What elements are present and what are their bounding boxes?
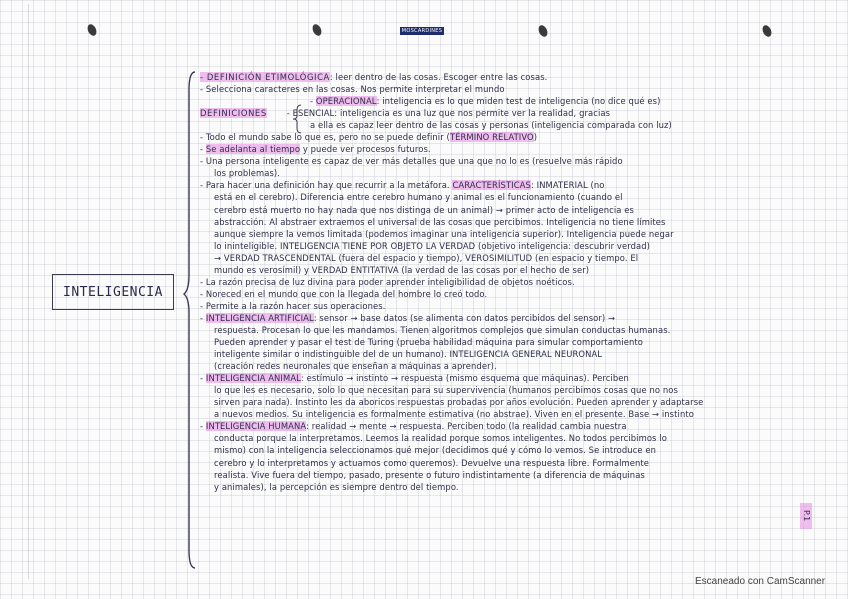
note-line: - INTELIGENCIA HUMANA: realidad → mente → respuesta. Perciben todo (la realidad cambia nuestra: [200, 421, 627, 432]
note-line-definiciones: [200, 107, 800, 119]
note-line: - OPERACIONAL: inteligencia es lo que miden test de inteligencia (no dice qué es): [310, 96, 661, 107]
note-line: - Se adelanta al tiempo y puede ver procesos futuros.: [200, 144, 431, 155]
binding-hole-icon: [537, 24, 549, 38]
note-line: - Noreced en el mundo que con la llegada del hombre lo creó todo.: [200, 288, 488, 299]
note-line: - INTELIGENCIA ARTIFICIAL: sensor → base datos (se alimenta con datos percibidos del sensor) →: [200, 312, 616, 323]
note-line: - Selecciona caracteres en las cosas. Nos permite interpretar el mundo: [200, 84, 505, 95]
definitions-label: DEFINICIONES: [200, 108, 267, 119]
highlighted-keyword: CARACTERÍSTICAS: [452, 180, 531, 191]
note-line: - La razón precisa de luz divina para poder aprender inteligibilidad de objetos noéticos.: [200, 276, 575, 287]
definitions-brace-icon: [292, 104, 302, 134]
main-topic-title: INTELIGENCIA: [63, 284, 163, 300]
note-line: lo que les es necesario, solo lo que necesitan para su supervivencia (humanos percibimos cosas que no nos: [214, 385, 678, 396]
note-line: (creación redes neuronales que enseñan a máquinas a aprender).: [214, 361, 497, 372]
binding-hole-icon: [311, 23, 323, 37]
note-line: - Una persona inteligente es capaz de ver más detalles que una que no lo es (resuelve más rápido: [200, 156, 623, 167]
note-line: - Todo el mundo sabe lo que es, pero no se puede definir (TÉRMINO RELATIVO): [200, 132, 538, 143]
brand-logo-text: MOSCARDINES: [401, 28, 443, 34]
main-topic-box: [52, 274, 174, 310]
note-line: lo ininteligible. INTELIGENCIA TIENE POR OBJETO LA VERDAD (objetivo inteligencia: descubrir verdad): [214, 240, 651, 251]
note-line: mundo es verosímil) y VERDAD ENTITATIVA (la verdad de las cosas por el hecho de ser): [214, 264, 590, 275]
highlighted-keyword: INTELIGENCIA ANIMAL: [205, 373, 301, 384]
note-line: - DEFINICIÓN ETIMOLÓGICA: leer dentro de las cosas. Escoger entre las cosas.: [200, 72, 548, 82]
notes-text: [200, 71, 800, 493]
scanner-watermark: Escaneado con CamScanner: [695, 576, 826, 587]
note-line: mismo) con la inteligencia seleccionamos qué mejor (decidimos qué y cómo lo vemos. Se introduce en: [214, 445, 657, 456]
main-brace-icon: [183, 70, 197, 570]
highlighted-keyword: INTELIGENCIA ARTIFICIAL: [205, 312, 314, 323]
note-line: cerebro y lo interpretamos y actuamos como queremos). Devuelve una respuesta libre. Formalmente: [214, 457, 650, 468]
note-line: inteligente similar o indistinguible del de un humano). INTELIGENCIA GENERAL NEURONAL: [214, 349, 603, 360]
note-line: - INTELIGENCIA ANIMAL: estímulo → instinto → respuesta (mismo esquema que máquinas). Perciben: [200, 373, 629, 384]
highlighted-keyword: TÉRMINO RELATIVO: [449, 132, 534, 143]
page-number-tab: P.1: [800, 503, 812, 529]
note-line: a ella es capaz leer dentro de las cosas y personas (inteligencia comparada con luz): [310, 120, 672, 131]
note-heading: - DEFINICIÓN ETIMOLÓGICA: [200, 72, 330, 82]
note-line: - Permite a la razón hacer sus operaciones.: [200, 300, 386, 311]
note-line: está en el cerebro). Diferencia entre cerebro humano y animal es el funcionamiento (cuando el: [214, 192, 623, 203]
binding-hole-icon: [86, 23, 98, 37]
note-line: → VERDAD TRASCENDENTAL (fuera del espacio y tiempo), VEROSIMILITUD (en espacio y tiempo. El: [214, 252, 639, 263]
note-line: y animales), la percepción es siempre dentro del tiempo.: [214, 481, 459, 492]
note-line: abstracción. Al abstraer extraemos el universal de las cosas que percibimos. Inteligencia no tiene límites: [214, 216, 666, 227]
note-line: respuesta. Procesan lo que les mandamos. Tienen algoritmos complejos que simulan conductas humanas.: [214, 324, 671, 335]
binding-hole-icon: [761, 24, 773, 38]
page-edge: [28, 4, 29, 579]
highlighted-keyword: OPERACIONAL: [315, 96, 377, 107]
note-line: conducta porque la interpretamos. Leemos la realidad porque somos inteligentes. No todos percibimos lo: [214, 433, 667, 444]
note-line: a nuevos medios. Su inteligencia es formalmente estimativa (no abstrae). Viven en el presente. Base → instinto: [214, 409, 694, 420]
note-line: realista. Vive fuera del tiempo, pasado, presente o futuro indistintamente (a diferencia de máquinas: [214, 469, 645, 480]
highlighted-keyword: INTELIGENCIA HUMANA: [205, 421, 307, 432]
note-line: aunque siempre la vemos limitada (podemos imaginar una inteligencia superior). Inteligencia puede negar: [214, 228, 674, 239]
highlighted-keyword: Se adelanta al tiempo: [205, 144, 301, 155]
note-line: los problemas).: [214, 168, 281, 179]
note-line: cerebro está muerto no hay nada que nos distinga de un animal) → primer acto de inteligencia es: [214, 204, 634, 215]
brand-logo: [400, 27, 444, 35]
note-line: sirven para nada). Instinto les da aboricos respuestas probadas por años evolución. Pueden aprender y adaptarse: [214, 397, 704, 408]
note-line: - Para hacer una definición hay que recurrir a la metáfora. CARACTERÍSTICAS: INMATERIAL (no: [200, 180, 605, 191]
note-line-text: - ESENCIAL: inteligencia es una luz que nos permite ver la realidad, gracias: [286, 108, 611, 119]
note-line: Pueden aprender y pasar el test de Turing (prueba habilidad máquina para simular comportamiento: [214, 337, 643, 348]
